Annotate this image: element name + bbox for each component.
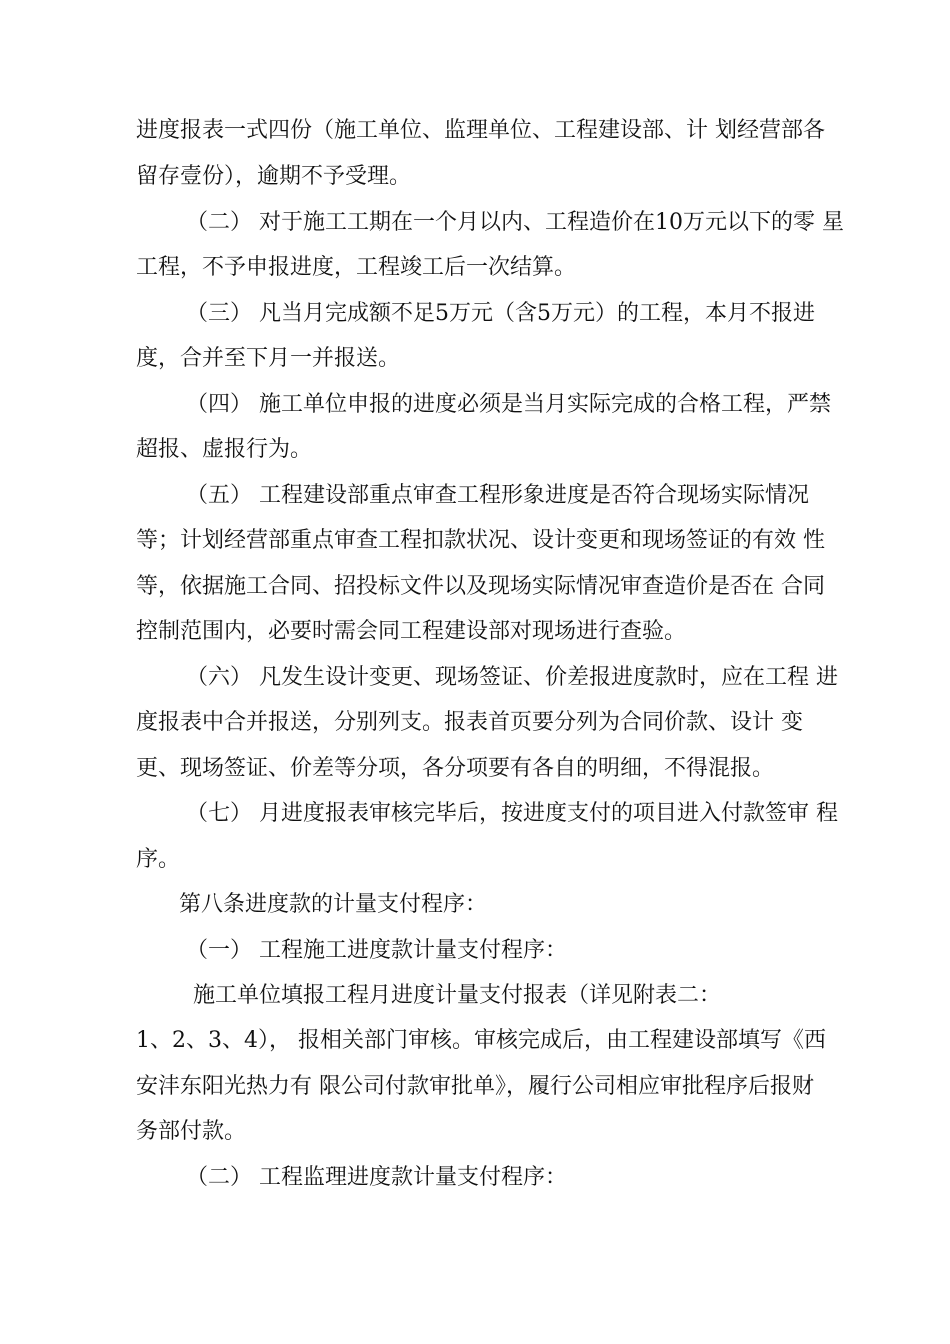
- text-line: 安沣东阳光热力有 限公司付款审批单》，履行公司相应审批程序后报财: [136, 1074, 814, 1099]
- section-heading: （二） 工程监理进度款计量支付程序：: [186, 1165, 567, 1190]
- text-line: 度报表中合并报送，分别列支。报表首页要分列为合同价款、设计 变: [136, 710, 803, 735]
- text-line: （三） 凡当月完成额不足5万元（含5万元）的工程，本月不报进: [186, 301, 815, 326]
- text-line: 等，依据施工合同、招投标文件以及现场实际情况审查造价是否在 合同: [136, 574, 825, 599]
- text-line: （六） 凡发生设计变更、现场签证、价差报进度款时，应在工程 进: [186, 665, 838, 690]
- section-heading: （一） 工程施工进度款计量支付程序：: [186, 938, 567, 963]
- text-line: （七） 月进度报表审核完毕后，按进度支付的项目进入付款签审 程: [186, 801, 838, 826]
- article-heading: 第八条进度款的计量支付程序：: [179, 892, 488, 917]
- text-line: （五） 工程建设部重点审查工程形象进度是否符合现场实际情况: [186, 483, 809, 508]
- text-line: （二） 对于施工工期在一个月以内、工程造价在10万元以下的零 星: [186, 210, 844, 235]
- text-line: 度，合并至下月一并报送。: [136, 346, 401, 371]
- text-line: 1、2、3、4）， 报相关部门审核。审核完成后，由工程建设部填写《西: [136, 1028, 826, 1053]
- text-line: 控制范围内，必要时需会同工程建设部对现场进行查验。: [136, 619, 687, 644]
- text-line: 更、现场签证、价差等分项，各分项要有各自的明细，不得混报。: [136, 756, 775, 781]
- text-line: 序。: [136, 847, 181, 872]
- text-line: 工程，不予申报进度，工程竣工后一次结算。: [136, 255, 577, 280]
- text-line: 超报、虚报行为。: [136, 437, 313, 462]
- text-line: 等；计划经营部重点审查工程扣款状况、设计变更和现场签证的有效 性: [136, 528, 825, 553]
- text-line: 留存壹份），逾期不予受理。: [136, 164, 412, 189]
- text-line: 进度报表一式四份（施工单位、监理单位、工程建设部、计 划经营部各: [136, 118, 825, 143]
- text-line: （四） 施工单位申报的进度必须是当月实际完成的合格工程，严禁: [186, 392, 831, 417]
- text-line: 施工单位填报工程月进度计量支付报表（详见附表二：: [193, 983, 722, 1008]
- text-line: 务部付款。: [136, 1119, 247, 1144]
